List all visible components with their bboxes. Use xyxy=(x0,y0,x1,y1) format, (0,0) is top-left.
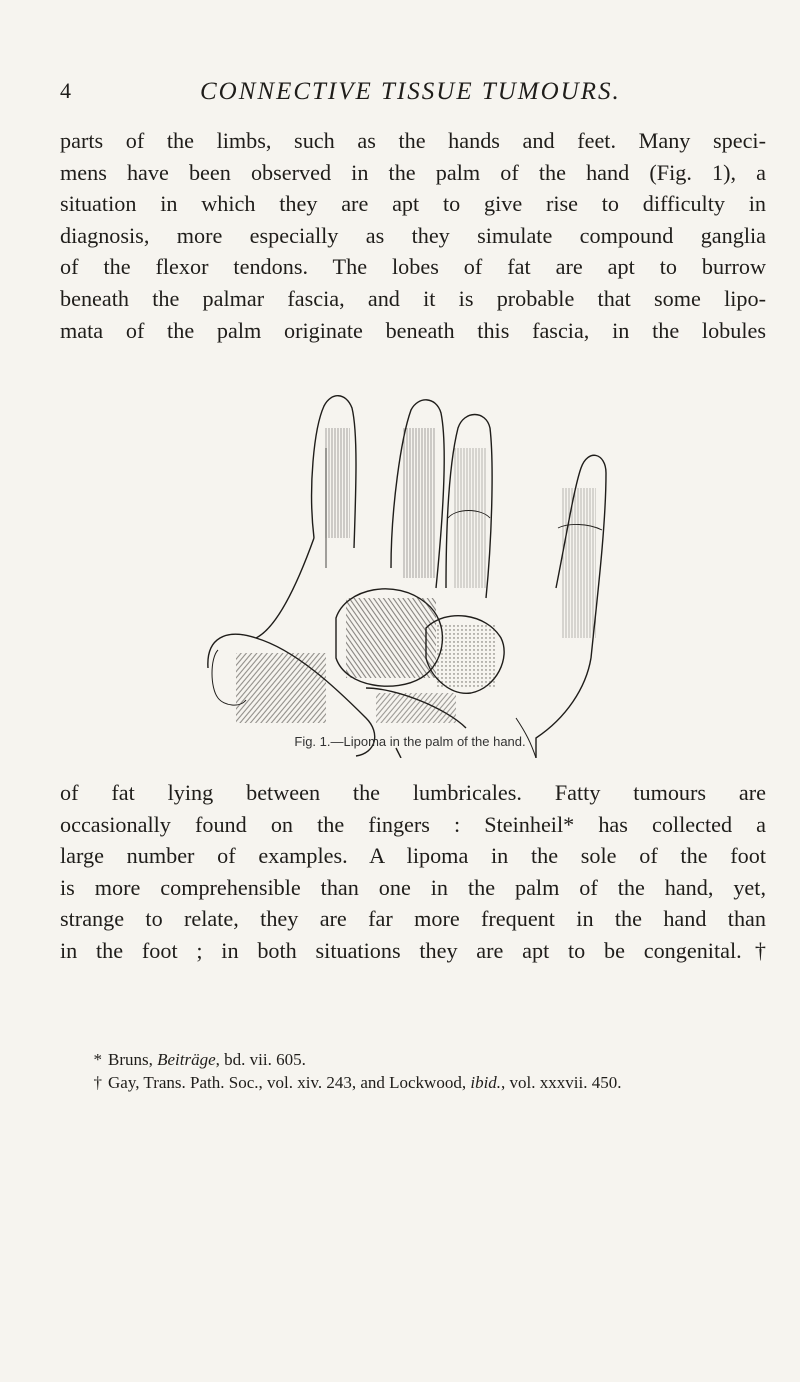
footnote-text: Gay, Trans. Path. Soc., vol. xiv. 243, and Lockwood, xyxy=(108,1073,471,1092)
hand-lipoma-illustration xyxy=(196,388,626,758)
text-line: is more comprehensible than one in the palm of the hand, yet, xyxy=(60,874,766,900)
text-line: of fat lying between the lumbricales. Fatty tumours are xyxy=(60,780,766,805)
text-line: strange to relate, they are far more frequent in the hand than xyxy=(60,906,766,932)
running-title: CONNECTIVE TISSUE TUMOURS. xyxy=(200,78,621,105)
footnote xyxy=(84,1071,774,1094)
text-line: parts of the limbs, such as the hands and feet. Many speci- xyxy=(60,128,766,153)
figure-caption: Fig. 1.—Lipoma in the palm of the hand. xyxy=(294,734,526,749)
footnote-text: Bruns, xyxy=(108,1050,158,1069)
text-line: of the flexor tendons. The lobes of fat are apt to burrow xyxy=(60,254,766,280)
text-line: occasionally found on the fingers : Steinheil* has collected a xyxy=(60,811,766,837)
footnotes xyxy=(84,1048,774,1094)
paragraph-2 xyxy=(60,777,766,967)
text-line: diagnosis, more especially as they simulate compound ganglia xyxy=(60,222,766,248)
text-line: beneath the palmar fascia, and it is probable that some lipo- xyxy=(60,285,766,311)
running-head xyxy=(60,78,760,108)
footnote xyxy=(84,1048,774,1071)
page-number: 4 xyxy=(60,78,72,103)
text-line: situation in which they are apt to give rise to difficulty in xyxy=(60,191,766,217)
footnote-italic: ibid. xyxy=(470,1073,502,1092)
footnote-text: , bd. vii. 605. xyxy=(215,1050,306,1069)
footnote-marker: † xyxy=(93,1073,102,1092)
text-line: mata of the palm originate beneath this fascia, in the lobules xyxy=(60,317,766,343)
footnote-italic: Beiträge xyxy=(157,1050,216,1069)
text-line: large number of examples. A lipoma in the sole of the foot xyxy=(60,843,766,869)
footnote-text: , vol. xxxvii. 450. xyxy=(501,1073,622,1092)
text-line: in the foot ; in both situations they are apt to be congenital.† xyxy=(60,937,766,963)
paragraph-1 xyxy=(60,125,766,346)
text-line: mens have been observed in the palm of the hand (Fig. 1), a xyxy=(60,159,766,185)
footnote-marker: * xyxy=(93,1050,102,1069)
